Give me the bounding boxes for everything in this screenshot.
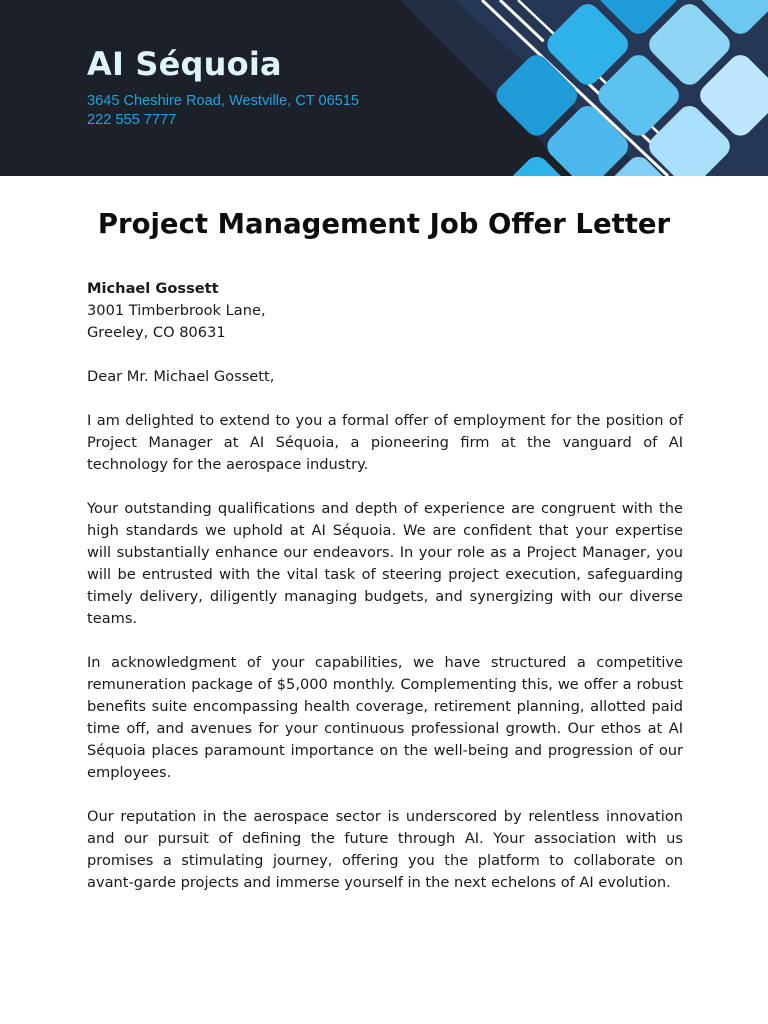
company-address: 3645 Cheshire Road, Westville, CT 06515 [87, 93, 360, 109]
letterhead [0, 0, 768, 176]
paragraph-compensation: In acknowledgment of your capabilities, we have structured a competitive remuneration package of $5,000 monthly. Complementing this, we offer a robust benefits suite encompassing health coverage, retirement planning, allotted paid time off, and avenues for your continuous professional growth. Our ethos at AI Séquoia places paramount importance on the well-being and progression of our employees. [87, 654, 683, 781]
paragraph-offer: I am delighted to extend to you a formal offer of employment for the position of Project Manager at AI Séquoia, a pioneering firm at the vanguard of AI technology for the aerospace industry. [87, 412, 683, 473]
company-name: AI Séquoia [87, 45, 282, 83]
letter-body [87, 278, 683, 894]
document-title: Project Management Job Offer Letter [97, 208, 671, 240]
recipient-name: Michael Gossett [87, 280, 219, 297]
diagonal-tiles-decoration [0, 0, 768, 176]
recipient-city: Greeley, CO 80631 [87, 324, 226, 341]
company-phone: 222 555 7777 [87, 112, 177, 128]
paragraph-reputation: Our reputation in the aerospace sector is underscored by relentless innovation and our pursuit of defining the future through AI. Your association with us promises a stimulating journey, offering you the platform to collaborate on avant-garde projects and immerse yourself in the next echelons of AI evolution. [87, 808, 683, 891]
paragraph-qualifications: Your outstanding qualifications and depth of experience are congruent with the high standards we uphold at AI Séquoia. We are confident that your expertise will substantially enhance our endeavors. In your role as a Project Manager, you will be entrusted with the vital task of steering project execution, safeguarding timely delivery, diligently managing budgets, and synergizing with our diverse teams. [87, 500, 683, 627]
recipient-street: 3001 Timberbrook Lane, [87, 302, 266, 319]
salutation: Dear Mr. Michael Gossett, [87, 368, 275, 385]
